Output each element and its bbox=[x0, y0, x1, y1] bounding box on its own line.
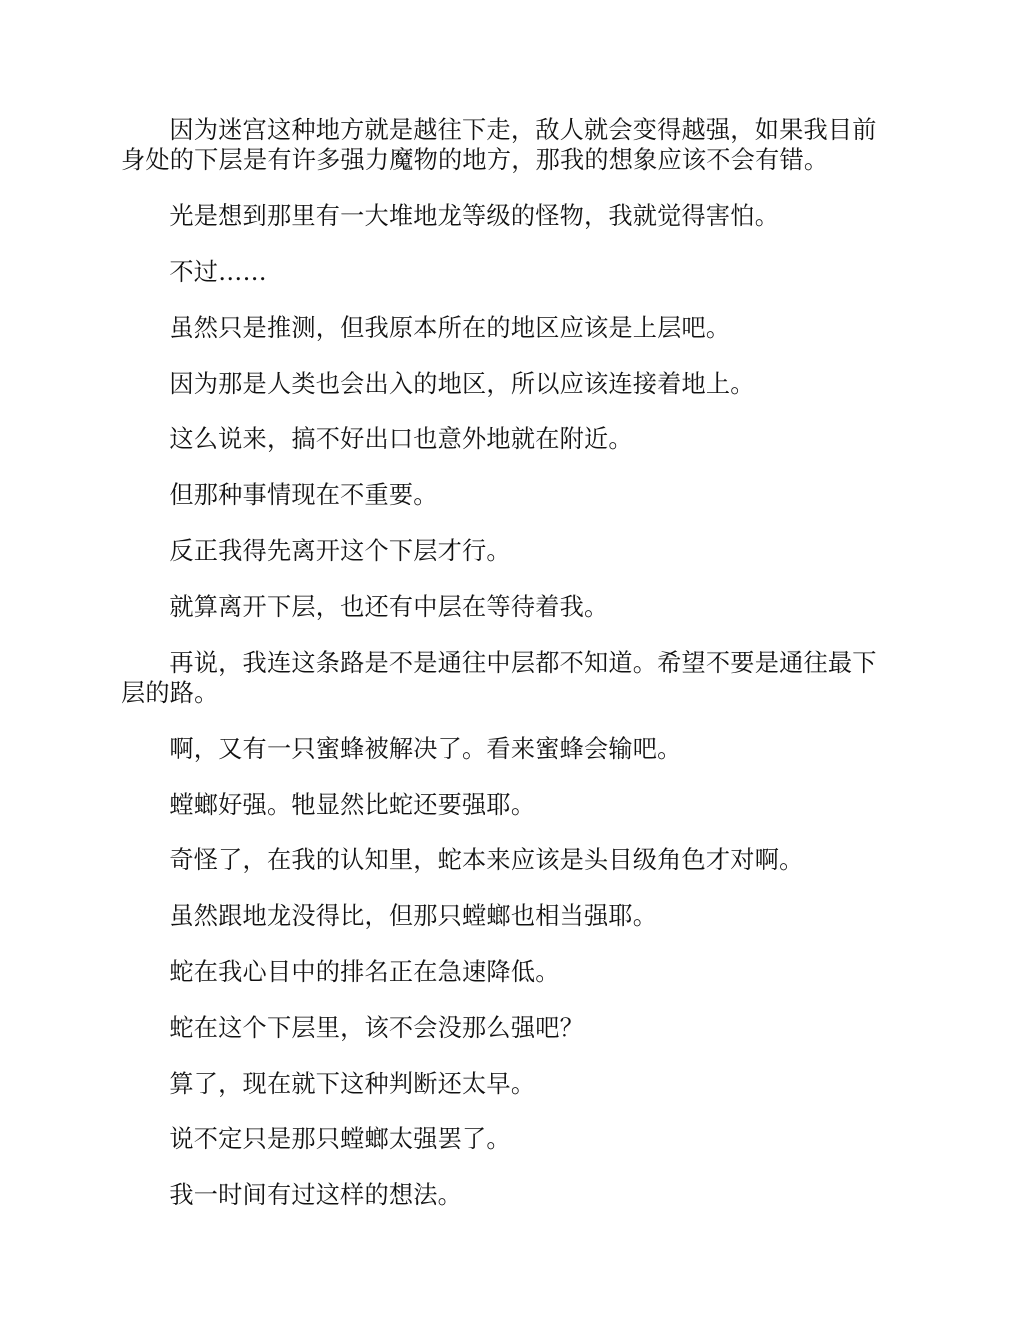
paragraph: 说不定只是那只螳螂太强罢了。 bbox=[169, 1125, 511, 1154]
paragraph: 再说，我连这条路是不是通往中层都不知道。希望不要是通往最下层的路。 bbox=[121, 648, 877, 707]
paragraph: 不过…… bbox=[169, 258, 267, 286]
paragraph: 这么说来，搞不好出口也意外地就在附近。 bbox=[169, 425, 633, 454]
paragraph: 螳螂好强。牠显然比蛇还要强耶。 bbox=[169, 790, 536, 819]
paragraph: 因为迷宫这种地方就是越往下走，敌人就会变得越强，如果我目前身处的下层是有许多强力魔物的地方，那我的想象应该不会有错。 bbox=[121, 116, 877, 175]
paragraph: 蛇在这个下层里，该不会没那么强吧？ bbox=[169, 1013, 584, 1042]
paragraph: 蛇在我心目中的排名正在急速降低。 bbox=[169, 957, 560, 986]
paragraph: 光是想到那里有一大堆地龙等级的怪物，我就觉得害怕。 bbox=[169, 202, 780, 231]
document-body bbox=[121, 115, 901, 1236]
paragraph: 虽然跟地龙没得比，但那只螳螂也相当强耶。 bbox=[169, 902, 658, 931]
paragraph: 反正我得先离开这个下层才行。 bbox=[169, 536, 511, 565]
paragraph: 虽然只是推测，但我原本所在的地区应该是上层吧。 bbox=[169, 313, 731, 342]
paragraph: 我一时间有过这样的想法。 bbox=[169, 1181, 463, 1210]
paragraph: 但那种事情现在不重要。 bbox=[169, 481, 438, 510]
paragraph: 算了，现在就下这种判断还太早。 bbox=[169, 1069, 536, 1098]
paragraph: 因为那是人类也会出入的地区，所以应该连接着地上。 bbox=[169, 369, 755, 398]
paragraph: 奇怪了，在我的认知里，蛇本来应该是头目级角色才对啊。 bbox=[169, 846, 804, 875]
paragraph: 就算离开下层，也还有中层在等待着我。 bbox=[169, 592, 609, 621]
paragraph: 啊，又有一只蜜蜂被解决了。看来蜜蜂会输吧。 bbox=[169, 734, 682, 763]
